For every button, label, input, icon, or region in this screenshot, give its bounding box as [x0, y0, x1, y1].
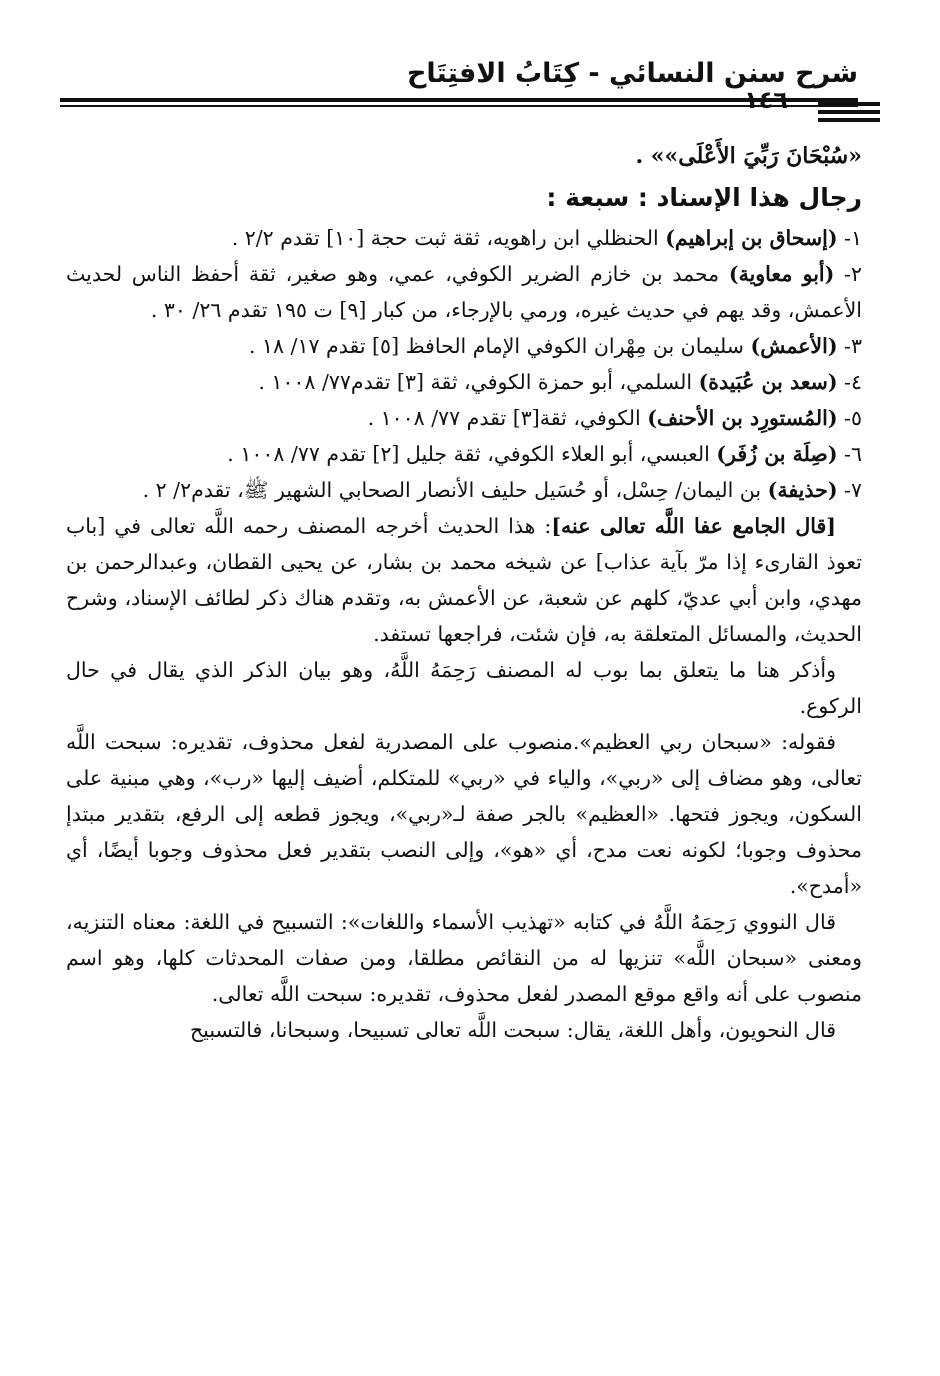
page-number: ١٤٦ [744, 86, 788, 114]
narrator-entry: ٦- (صِلَة بن زُفَر) العبسي، أبو العلاء الكوفي، ثقة جليل [٢] تقدم ٧٧/ ١٠٠٨ . [227, 442, 862, 466]
narrator-name: (حذيفة) [767, 478, 838, 502]
commentary-paragraph: فقوله: «سبحان ربي العظيم».منصوب على المصدرية لفعل محذوف، تقديره: سبحت اللَّه تعالى، وهو مضاف إلى «ربي»، والياء في «ربي» للمتكلم، أضيف إليها «رب»، وهي مبنية على السكون، ويجوز فتحها. «العظيم» بالجر صفة لـ«ربي»، ويجوز قطعه إلى الرفع، بتقدير مبتدإ محذوف وجوبا؛ لكونه نعت مدح، أي «هو»، وإلى النصب بتقدير فعل محذوف وجوبا أيضًا، أي «أمدح». [66, 730, 862, 898]
narrator-entry: ٣- (الأعمش) سليمان بن مِهْران الكوفي الإمام الحافظ [٥] تقدم ١٧/ ١٨ . [248, 334, 862, 358]
narrator-entry: ١- (إسحاق بن إبراهيم) الحنظلي ابن راهويه، ثقة ثبت حجة [١٠] تقدم ٢/٢ . [231, 226, 862, 250]
commentary-paragraph: قال النووي رَحِمَهُ اللَّهُ في كتابه «تهذيب الأسماء واللغات»: التسبيح في اللغة: معناه التنزيه، ومعنى «سبحان اللَّه» تنزيها له من النقائص مطلقا، ومن صفات المحدثات كلها، وهو اسم منصوب على أنه واقع موقع المصدر لفعل محذوف، تقديره: سبحت اللَّه تعالى. [66, 910, 862, 1006]
page-body [66, 136, 862, 1048]
narrator-name: (الأعمش) [750, 334, 838, 358]
commentary-paragraph: وأذكر هنا ما يتعلق بما بوب له المصنف رَحِمَهُ اللَّهُ، وهو بيان الذكر الذي يقال في حال الركوع. [66, 658, 862, 718]
page-number-rule [818, 118, 880, 122]
narrator-name: (سعد بن عُبَيدة) [698, 370, 838, 394]
hadith-quote-line: «سُبْحَانَ رَبِّيَ الأَعْلَى»» . [635, 143, 862, 169]
narrator-entry: ٧- (حذيفة) بن اليمان/ حِسْل، أو حُسَيل حليف الأنصار الصحابي الشهير ﷺ، تقدم٢/ ٢ . [142, 478, 862, 502]
jami-label: [قال الجامع عفا اللَّه تعالى عنه] [551, 514, 836, 538]
narrator-name: (المُستورِد بن الأحنف) [647, 406, 838, 430]
narrator-name: (أبو معاوية) [728, 262, 835, 286]
commentary-paragraph: [قال الجامع عفا اللَّه تعالى عنه]: هذا الحديث أخرجه المصنف رحمه اللَّه تعالى في [باب تعوذ القارىء إذا مرّ بآية عذاب] عن شيخه محمد بن بشار، عن يحيى القطان، وعبدالرحمن بن مهدي، وابن أبي عديّ، كلهم عن شعبة، عن الأعمش به، وتقدم هناك ذكر لطائف الإسناد، وشرح الحديث، والمسائل المتعلقة به، فإن شئت، فراجعها تستفد. [66, 514, 862, 646]
running-header-title: شرح سنن النسائي - كِتَابُ الافتِتَاح [406, 58, 858, 89]
narrator-entry: ٤- (سعد بن عُبَيدة) السلمي، أبو حمزة الكوفي، ثقة [٣] تقدم٧٧/ ١٠٠٨ . [258, 370, 862, 394]
narrator-entry: ٥- (المُستورِد بن الأحنف) الكوفي، ثقة[٣] تقدم ٧٧/ ١٠٠٨ . [367, 406, 862, 430]
page-number-rule [818, 102, 880, 106]
commentary-paragraph: قال النحويون، وأهل اللغة، يقال: سبحت اللَّه تعالى تسبيحا، وسبحانا، فالتسبيح [189, 1018, 836, 1042]
narrator-entry: ٢- (أبو معاوية) محمد بن خازم الضرير الكوفي، عمي، وهو صغير، ثقة أحفظ الناس لحديث الأعمش، وقد يهم في حديث غيره، ورمي بالإرجاء، من كبار [٩] ت ١٩٥ تقدم ٢٦/ ٣٠ . [66, 262, 863, 322]
section-heading: رجال هذا الإسناد : سبعة : [546, 183, 862, 212]
narrator-name: (إسحاق بن إبراهيم) [665, 226, 838, 250]
narrator-name: (صِلَة بن زُفَر) [716, 442, 838, 466]
page-number-rule [818, 110, 880, 114]
